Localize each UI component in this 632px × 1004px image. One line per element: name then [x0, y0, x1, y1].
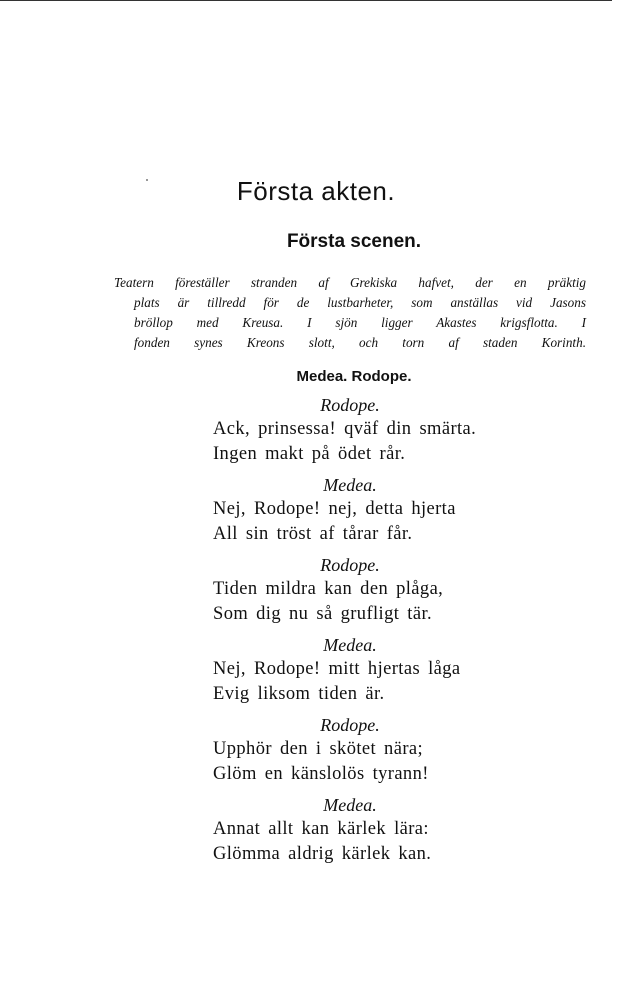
verse-line: Ingen makt på ödet rår.	[213, 444, 406, 464]
speaker-name: Rodope.	[320, 715, 380, 735]
speaker-name: Medea.	[323, 635, 377, 655]
speaker-name: Medea.	[323, 475, 377, 495]
stage-direction-line: plats är tillredd för de lustbarheter, som anställas vid Jasons	[134, 295, 586, 310]
verse-line: Annat allt kan kärlek lära:	[213, 819, 429, 839]
dialogue-block	[213, 473, 513, 547]
dialogue-block	[213, 553, 513, 627]
characters-list: Medea. Rodope.	[296, 368, 412, 385]
stage-direction-line: fonden synes Kreons slott, och torn af staden Korinth.	[134, 335, 586, 350]
dialogue-block	[213, 793, 513, 867]
dialogue	[213, 393, 513, 873]
verse-line: Tiden mildra kan den plåga,	[213, 579, 444, 599]
verse-line: Nej, Rodope! nej, detta hjerta	[213, 499, 456, 519]
speaker-name: Rodope.	[320, 395, 380, 415]
verse-line: Ack, prinsessa! qväf din smärta.	[213, 419, 477, 439]
verse-line: Glöm en känslolös tyrann!	[213, 764, 429, 784]
stage-direction-line: bröllop med Kreusa. I sjön ligger Akastes krigsflotta. I	[134, 315, 586, 330]
verse-line: Evig liksom tiden är.	[213, 684, 385, 704]
act-title: Första akten.	[236, 176, 396, 206]
stage-direction	[114, 273, 586, 353]
dialogue-block	[213, 633, 513, 707]
speaker-name: Rodope.	[320, 555, 380, 575]
dialogue-block	[213, 393, 513, 467]
verse-line: Som dig nu så grufligt tär.	[213, 604, 433, 624]
scene-title: Första scenen.	[286, 231, 422, 252]
speaker-name: Medea.	[323, 795, 377, 815]
verse-line: All sin tröst af tårar får.	[213, 524, 413, 544]
verse-line: Glömma aldrig kärlek kan.	[213, 844, 432, 864]
top-border-line	[0, 0, 612, 1]
verse-line: Upphör den i skötet nära;	[213, 739, 424, 759]
stage-direction-line: Teatern föreställer stranden af Grekiska hafvet, der en präktig	[114, 275, 586, 290]
verse-line: Nej, Rodope! mitt hjertas låga	[213, 659, 461, 679]
dialogue-block	[213, 713, 513, 787]
